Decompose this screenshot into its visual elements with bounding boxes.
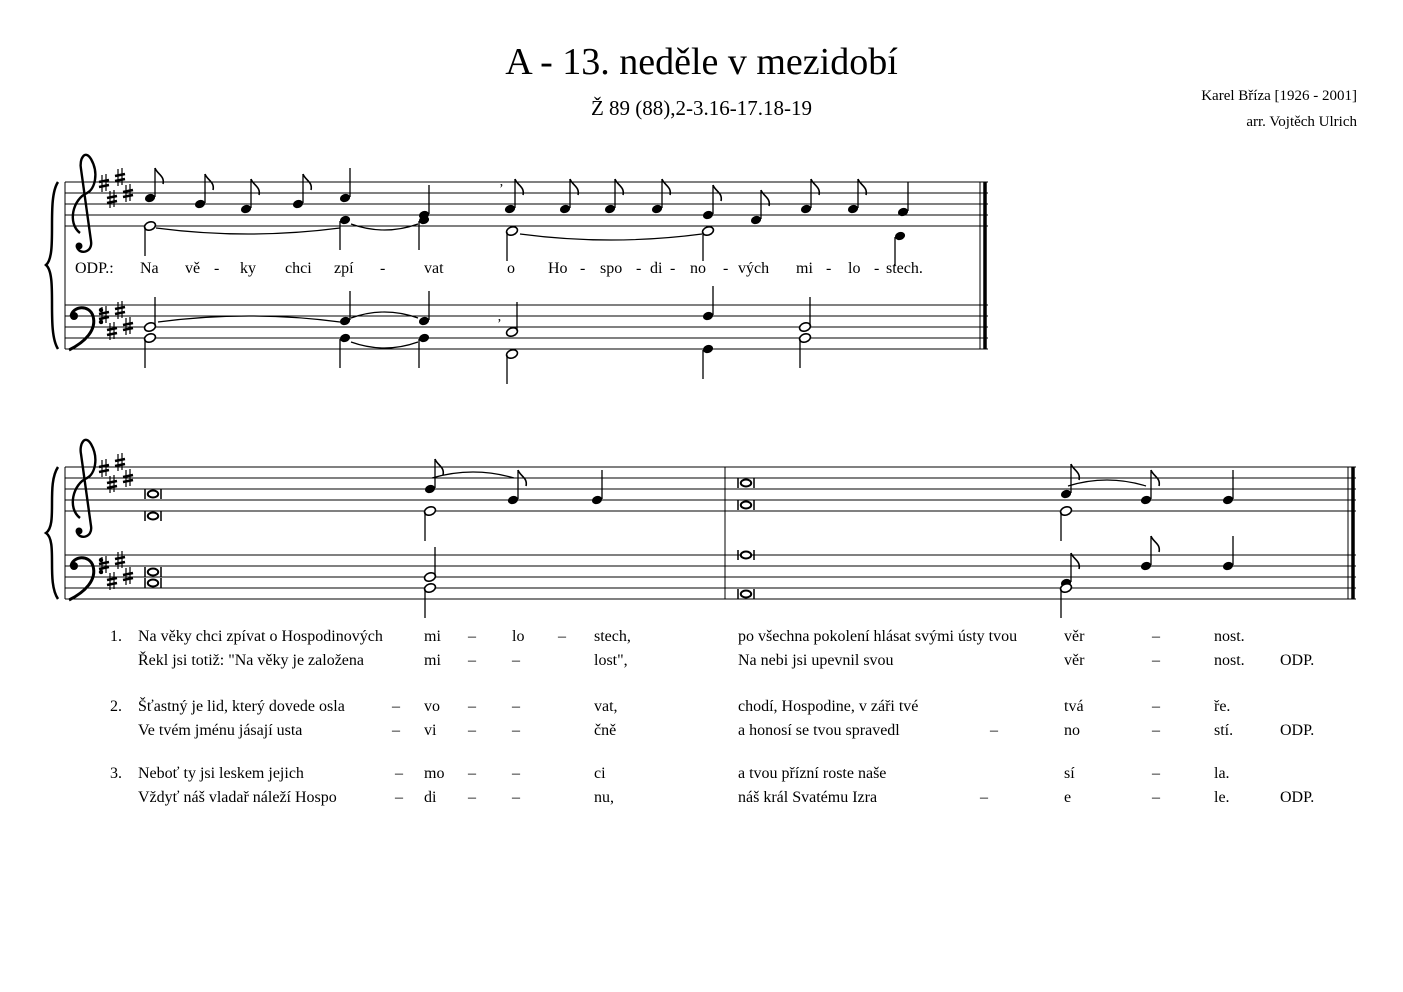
- note: [145, 567, 161, 577]
- syllable-dash: –: [558, 628, 566, 645]
- verse-text: Vždyť náš vladař náleží Hospo: [138, 789, 337, 806]
- syllable: Ho: [548, 260, 568, 277]
- verse-syllable: mo: [424, 765, 445, 782]
- syllable: vých: [738, 260, 770, 277]
- syllable-dash: –: [395, 765, 403, 782]
- verse-text: Řekl jsi totiž: "Na věky je založena: [138, 652, 365, 669]
- syllable-dash: –: [468, 628, 476, 645]
- verse-syllable: la.: [1214, 765, 1230, 782]
- syllable-dash: –: [1152, 652, 1160, 669]
- syllable-dash: –: [468, 789, 476, 806]
- arranger-credit: arr. Vojtěch Ulrich: [1246, 114, 1357, 130]
- syllable: -: [580, 260, 586, 277]
- syllable: no: [690, 260, 706, 277]
- syllable: -: [380, 260, 386, 277]
- verse-syllable: věr: [1064, 652, 1085, 669]
- syllable: stech.: [886, 260, 923, 277]
- verse-syllable: nost.: [1214, 652, 1245, 669]
- response-marker: ODP.: [1280, 652, 1315, 669]
- verse-syllable: mi: [424, 628, 441, 645]
- verse-text: a tvou přízní roste naše: [738, 765, 887, 782]
- response-label: ODP.:: [75, 260, 114, 277]
- syllable-dash: –: [1152, 698, 1160, 715]
- syllable: ky: [240, 260, 256, 277]
- syllable: zpí: [334, 260, 354, 277]
- syllable-dash: –: [512, 722, 520, 739]
- note: [738, 589, 754, 599]
- verse-text: Neboť ty jsi leskem jejich: [138, 765, 304, 782]
- syllable: -: [636, 260, 642, 277]
- verse-syllable: vat,: [594, 698, 618, 715]
- verse-text: Šťastný je lid, který dovede osla: [138, 698, 345, 715]
- syllable-dash: –: [468, 652, 476, 669]
- verse-syllable: čně: [594, 722, 617, 739]
- note: [738, 550, 754, 560]
- syllable-dash: –: [512, 789, 520, 806]
- verse-text: chodí, Hospodine, v záři tvé: [738, 698, 919, 715]
- key-signature: [99, 168, 133, 340]
- verse-text: Na nebi jsi upevnil svou: [738, 652, 894, 669]
- syllable-dash: –: [1152, 789, 1160, 806]
- note: [145, 511, 161, 521]
- syllable-dash: –: [468, 698, 476, 715]
- syllable-dash: –: [512, 698, 520, 715]
- psalm-reference: Ž 89 (88),2-3.16-17.18-19: [590, 96, 813, 120]
- svg-text:’: ’: [499, 182, 504, 197]
- verse-syllable: stí.: [1214, 722, 1234, 739]
- syllable: -: [214, 260, 220, 277]
- syllable-dash: –: [1152, 765, 1160, 782]
- response-marker: ODP.: [1280, 722, 1315, 739]
- note: [145, 578, 161, 588]
- syllable: Na: [140, 260, 159, 277]
- syllable-dash: –: [1152, 722, 1160, 739]
- verse-syllable: le.: [1214, 789, 1230, 806]
- syllable-dash: –: [468, 765, 476, 782]
- verse-text: Ve tvém jménu jásají usta: [138, 722, 303, 739]
- syllable: -: [723, 260, 729, 277]
- page-title: A - 13. neděle v mezidobí: [505, 41, 898, 83]
- verse-text: Na věky chci zpívat o Hospodinových: [138, 628, 383, 645]
- syllable-dash: –: [512, 765, 520, 782]
- note: [145, 489, 161, 499]
- verse-syllable: lost",: [594, 652, 628, 669]
- note: [738, 500, 754, 510]
- verse-syllable: e: [1064, 789, 1072, 806]
- syllable-dash: –: [395, 789, 403, 806]
- svg-text:’: ’: [497, 317, 502, 332]
- syllable-dash: –: [980, 789, 988, 806]
- verse-syllable: vi: [424, 722, 437, 739]
- syllable: lo: [848, 260, 861, 277]
- syllable-dash: –: [392, 698, 400, 715]
- syllable-dash: –: [990, 722, 998, 739]
- syllable-dash: –: [392, 722, 400, 739]
- syllable: -: [670, 260, 676, 277]
- verse-text: po všechna pokolení hlásat svými ústy tvou: [738, 628, 1018, 645]
- verse-syllable: ře.: [1214, 698, 1231, 715]
- verse-syllable: ci: [594, 765, 606, 782]
- note: [738, 478, 754, 488]
- syllable: -: [826, 260, 832, 277]
- syllable-dash: –: [468, 722, 476, 739]
- syllable: chci: [285, 260, 312, 277]
- syllable: spo: [600, 260, 623, 277]
- verse-number: 1.: [110, 628, 122, 645]
- verse-syllable: vo: [424, 698, 440, 715]
- verse-syllable: lo: [512, 628, 525, 645]
- composer-credit: Karel Bříza [1926 - 2001]: [1201, 88, 1357, 104]
- verse-syllable: di: [424, 789, 437, 806]
- syllable: vat: [424, 260, 444, 277]
- syllable: mi: [796, 260, 813, 277]
- verse-syllable: no: [1064, 722, 1080, 739]
- verse-syllable: nost.: [1214, 628, 1245, 645]
- verse-syllable: tvá: [1064, 698, 1084, 715]
- verse-syllable: sí: [1064, 765, 1075, 782]
- verse-text: a honosí se tvou spravedl: [738, 722, 900, 739]
- syllable: -: [874, 260, 880, 277]
- syllable: di: [650, 260, 663, 277]
- response-marker: ODP.: [1280, 789, 1315, 806]
- syllable-dash: –: [1152, 628, 1160, 645]
- verse-text: náš král Svatému Izra: [738, 789, 878, 806]
- verse-number: 2.: [110, 698, 122, 715]
- verse-syllable: mi: [424, 652, 441, 669]
- verse-syllable: věr: [1064, 628, 1085, 645]
- verse-syllable: stech,: [594, 628, 631, 645]
- verse-syllable: nu,: [594, 789, 614, 806]
- verse-number: 3.: [110, 765, 122, 782]
- syllable: o: [507, 260, 515, 277]
- syllable-dash: –: [512, 652, 520, 669]
- syllable: vě: [185, 260, 201, 277]
